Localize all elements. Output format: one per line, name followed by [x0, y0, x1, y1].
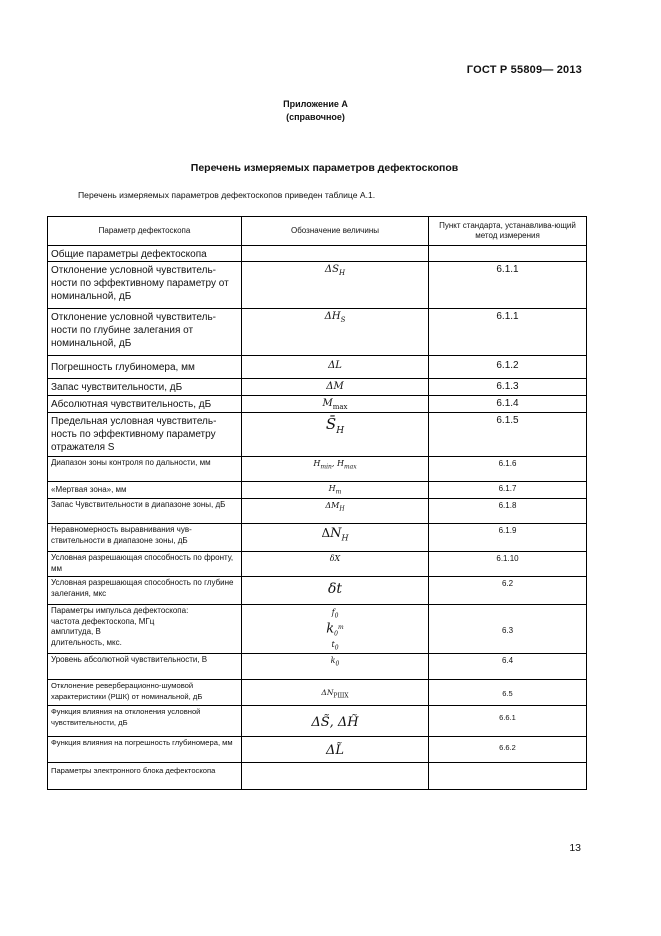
page-number: 13 — [569, 842, 581, 854]
table-row — [48, 499, 587, 524]
table-row — [48, 680, 587, 706]
symbol-cell: $\Delta M_H$ — [242, 499, 429, 524]
param-cell: Уровень абсолютной чувствительности, В — [48, 654, 242, 680]
table-row — [48, 654, 587, 680]
table-row — [48, 262, 587, 309]
symbol-cell: $H_{min}$, $H_{max}$ — [242, 457, 429, 482]
clause-cell: 6.1.6 — [429, 457, 587, 482]
param-cell: Функция влияния на погрешность глубиномера, мм — [48, 737, 242, 763]
param-line: длительность, мкс. — [51, 637, 122, 647]
intro-text: Перечень измеряемых параметров дефектоскопов приведен таблице А.1. — [78, 190, 376, 200]
standard-header: ГОСТ Р 55809— 2013 — [466, 64, 582, 76]
param-line: частота дефектоскопа, МГц — [51, 616, 155, 626]
param-cell: Отклонение условной чувствитель-ности по глубине залегания от номинальной, дБ — [48, 309, 242, 356]
clause-cell: 6.1.7 — [429, 482, 587, 499]
symbol-cell — [242, 246, 429, 262]
clause-cell: 6.1.5 — [429, 413, 587, 457]
symbol-cell: $\Delta N_{РШХ}$ — [242, 680, 429, 706]
symbol-cell: ΔL — [242, 356, 429, 379]
table-row — [48, 356, 587, 379]
clause-cell: 6.1.8 — [429, 499, 587, 524]
table-row — [48, 552, 587, 577]
table-row — [48, 396, 587, 413]
clause-cell: 6.1.10 — [429, 552, 587, 577]
symbol-cell: $k_0$ — [242, 654, 429, 680]
param-cell: Отклонение реверберационно-шумовой характеристики (РШК) от номинальной, дБ — [48, 680, 242, 706]
table-row — [48, 524, 587, 552]
symbol-cell — [242, 763, 429, 790]
symbol-line: $k_0^m$ — [326, 621, 344, 637]
param-cell: Условная разрешающая способность по глубине залегания, мкс — [48, 577, 242, 605]
symbol-line: $f_0$ — [331, 608, 339, 620]
clause-cell: 6.5 — [429, 680, 587, 706]
param-cell: Погрешность глубиномера, мм — [48, 356, 242, 379]
clause-cell: 6.4 — [429, 654, 587, 680]
symbol-cell: ΔL̃ — [242, 737, 429, 763]
appendix-heading — [0, 98, 661, 124]
section-title: Перечень измеряемых параметров дефектоскопов — [190, 162, 459, 174]
symbol-cell: ΔM — [242, 379, 429, 396]
clause-cell — [429, 246, 587, 262]
clause-cell: 6.6.1 — [429, 706, 587, 737]
symbol-line: $t_0$ — [331, 639, 339, 652]
param-cell: Диапазон зоны контроля по дальности, мм — [48, 457, 242, 482]
table-row — [48, 706, 587, 737]
parameters-table — [47, 216, 587, 790]
clause-cell: 6.2 — [429, 577, 587, 605]
table-row — [48, 457, 587, 482]
param-cell: Общие параметры дефектоскопа — [48, 246, 242, 262]
param-line: амплитуда, В — [51, 627, 101, 636]
param-cell: Запас чувствительности, дБ — [48, 379, 242, 396]
param-cell: Предельная условная чувствитель-ность по эффективному параметру отражателя S — [48, 413, 242, 457]
symbol-cell: $\Delta N_H$ — [242, 524, 429, 552]
param-line: Параметры импульса дефектоскопа: — [51, 606, 189, 615]
param-cell: Функция влияния на отклонения условной чувствительности, дБ — [48, 706, 242, 737]
param-cell: Условная разрешающая способность по фронту, мм — [48, 552, 242, 577]
param-cell: «Мертвая зона», мм — [48, 482, 242, 499]
col-header-clause: Пункт стандарта, устанавлива-ющий метод измерения — [429, 217, 587, 246]
symbol-cell: δX — [242, 552, 429, 577]
symbol-cell: $H_m$ — [242, 482, 429, 499]
param-cell: Параметры электронного блока дефектоскопа — [48, 763, 242, 790]
col-header-param: Параметр дефектоскопа — [48, 217, 242, 246]
symbol-cell — [242, 605, 429, 654]
param-cell: Отклонение условной чувствитель-ности по эффективному параметру от номинальной, дБ — [48, 262, 242, 309]
table-row — [48, 379, 587, 396]
param-cell: Запас Чувствительности в диапазоне зоны, дБ — [48, 499, 242, 524]
clause-cell: 6.1.1 — [429, 309, 587, 356]
symbol-cell: ΔS̃, ΔH̃ — [242, 706, 429, 737]
symbol-cell: $\Delta S_H$ — [242, 262, 429, 309]
table-row — [48, 246, 587, 262]
symbol-cell: $S̄_H$ — [242, 413, 429, 457]
table-row — [48, 482, 587, 499]
table-row — [48, 605, 587, 654]
table-row — [48, 737, 587, 763]
clause-cell: 6.1.9 — [429, 524, 587, 552]
clause-cell: 6.6.2 — [429, 737, 587, 763]
table-row — [48, 577, 587, 605]
table-header-row — [48, 217, 587, 246]
param-cell: Абсолютная чувствительность, дБ — [48, 396, 242, 413]
param-cell — [48, 605, 242, 654]
appendix-note: (справочное) — [286, 112, 345, 122]
symbol-cell: $\Delta H_S$ — [242, 309, 429, 356]
col-header-symbol: Обозначение величины — [242, 217, 429, 246]
appendix-title: Приложение А — [283, 99, 348, 109]
clause-cell: 6.1.3 — [429, 379, 587, 396]
table-row — [48, 309, 587, 356]
table-row — [48, 413, 587, 457]
table-row — [48, 763, 587, 790]
clause-cell: 6.1.1 — [429, 262, 587, 309]
clause-cell: 6.1.2 — [429, 356, 587, 379]
symbol-cell: $M_{max}$ — [242, 396, 429, 413]
symbol-cell: δt — [242, 577, 429, 605]
param-cell: Неравномерность выравнивания чув-ствительности в диапазоне зоны, дБ — [48, 524, 242, 552]
clause-cell — [429, 763, 587, 790]
clause-cell: 6.1.4 — [429, 396, 587, 413]
clause-cell: 6.3 — [429, 605, 587, 654]
